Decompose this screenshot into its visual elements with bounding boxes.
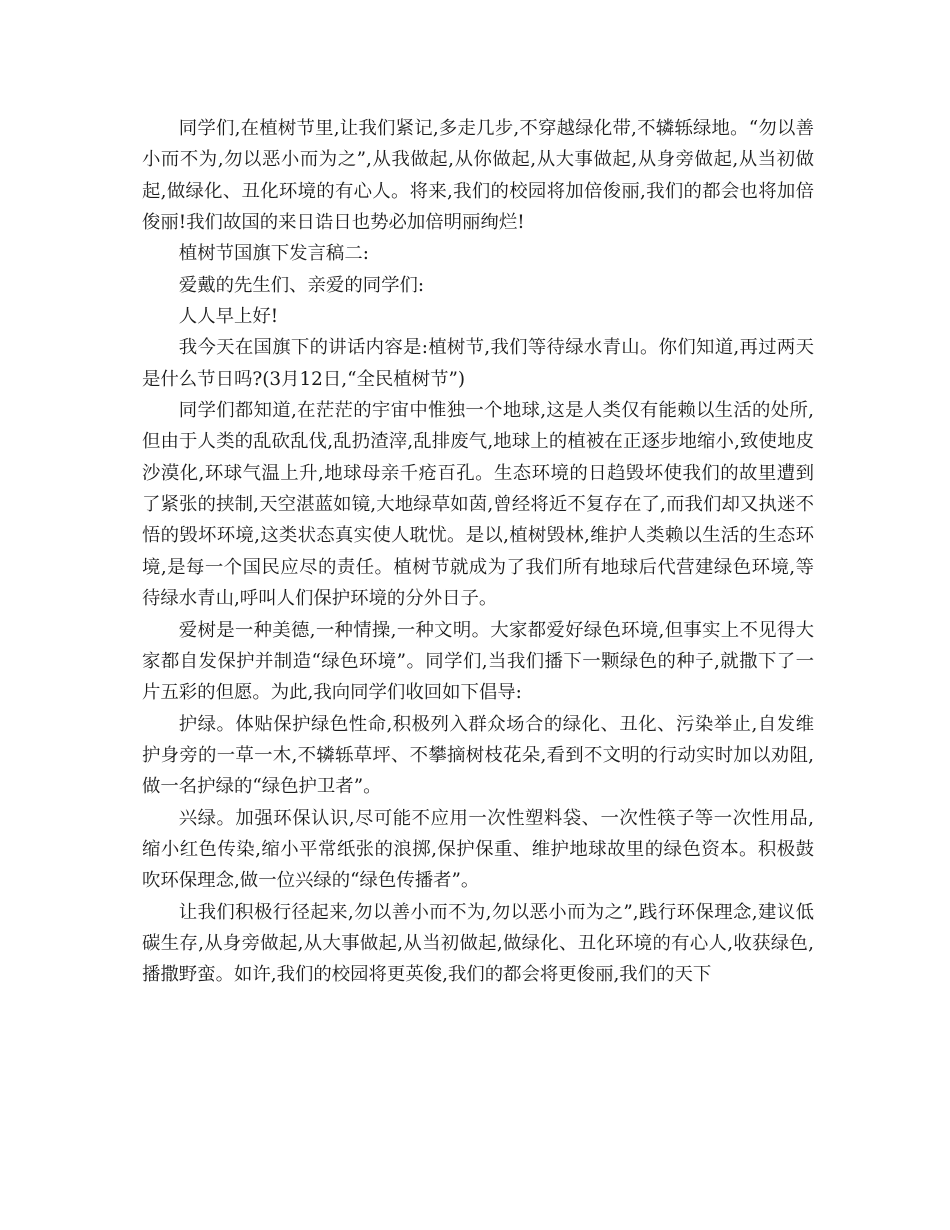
paragraph-3-salutation: 爱戴的先生们、亲爱的同学们: bbox=[178, 274, 425, 296]
paragraph-6: 同学们都知道,在茫茫的宇宙中惟独一个地球,这是人类仅有能赖以生活的处所,但由于人类的乱砍乱伐,乱扔渣滓,乱排废气,地球上的植被在正逐步地缩小,致使地皮沙漠化,环球气温上升,地球母亲千疮百孔。生态环境的日趋毁坏使我们的故里遭到了紧张的挟制,天空湛蓝如镜,大地绿草如茵,曾经将近不复存在了,而我们却又执迷不悟的毁坏环境,这类状态真实使人耽忧。是以,植树毁林,维护人类赖以生活的生态环境,是每一个国民应尽的责任。植树节就成为了我们所有地球后代营建绿色环境,等待绿水青山,呼叫人们保护环境的分外日子。 bbox=[142, 400, 814, 610]
paragraph-8: 护绿。体贴保护绿色性命,积极列入群众场合的绿化、丑化、污染举止,自发维护身旁的一草一木,不辚轹草坪、不攀摘树枝花朵,看到不文明的行动实时加以劝阻,做一名护绿的“绿色护卫者”。 bbox=[142, 713, 814, 798]
paragraph-4-greeting: 人人早上好! bbox=[178, 306, 279, 328]
paragraph-5: 我今天在国旗下的讲话内容是:植树节,我们等待绿水青山。你们知道,再过两天是什么节日吗?(3月12日,“全民植树节”) bbox=[142, 337, 814, 390]
paragraph-7: 爱树是一种美德,一种情操,一种文明。大家都爱好绿色环境,但事实上不见得大家都自发保护并制造“绿色环境”。同学们,当我们播下一颗绿色的种子,就撒下了一片五彩的但愿。为此,我向同学们收回如下倡导: bbox=[142, 619, 814, 704]
paragraph-1: 同学们,在植树节里,让我们紧记,多走几步,不穿越绿化带,不辚轹绿地。“勿以善小而不为,勿以恶小而为之”,从我做起,从你做起,从大事做起,从身旁做起,从当初做起,做绿化、丑化环境的有心人。将来,我们的校园将加倍俊丽,我们的都会也将加倍俊丽!我们故国的来日诰日也势必加倍明丽绚烂! bbox=[142, 118, 814, 234]
document-page bbox=[142, 113, 814, 991]
paragraph-2-heading: 植树节国旗下发言稿二: bbox=[178, 243, 369, 265]
paragraph-9: 兴绿。加强环保认识,尽可能不应用一次性塑料袋、一次性筷子等一次性用品,缩小红色传染,缩小平常纸张的浪掷,保护保重、维护地球故里的绿色资本。积极鼓吹环保理念,做一位兴绿的“绿色传播者”。 bbox=[142, 807, 814, 892]
paragraph-10: 让我们积极行径起来,勿以善小而不为,勿以恶小而为之”,践行环保理念,建议低碳生存,从身旁做起,从大事做起,从当初做起,做绿化、丑化环境的有心人,收获绿色,播撒野蛮。如许,我们的校园将更英俊,我们的都会将更俊丽,我们的天下 bbox=[142, 901, 814, 986]
